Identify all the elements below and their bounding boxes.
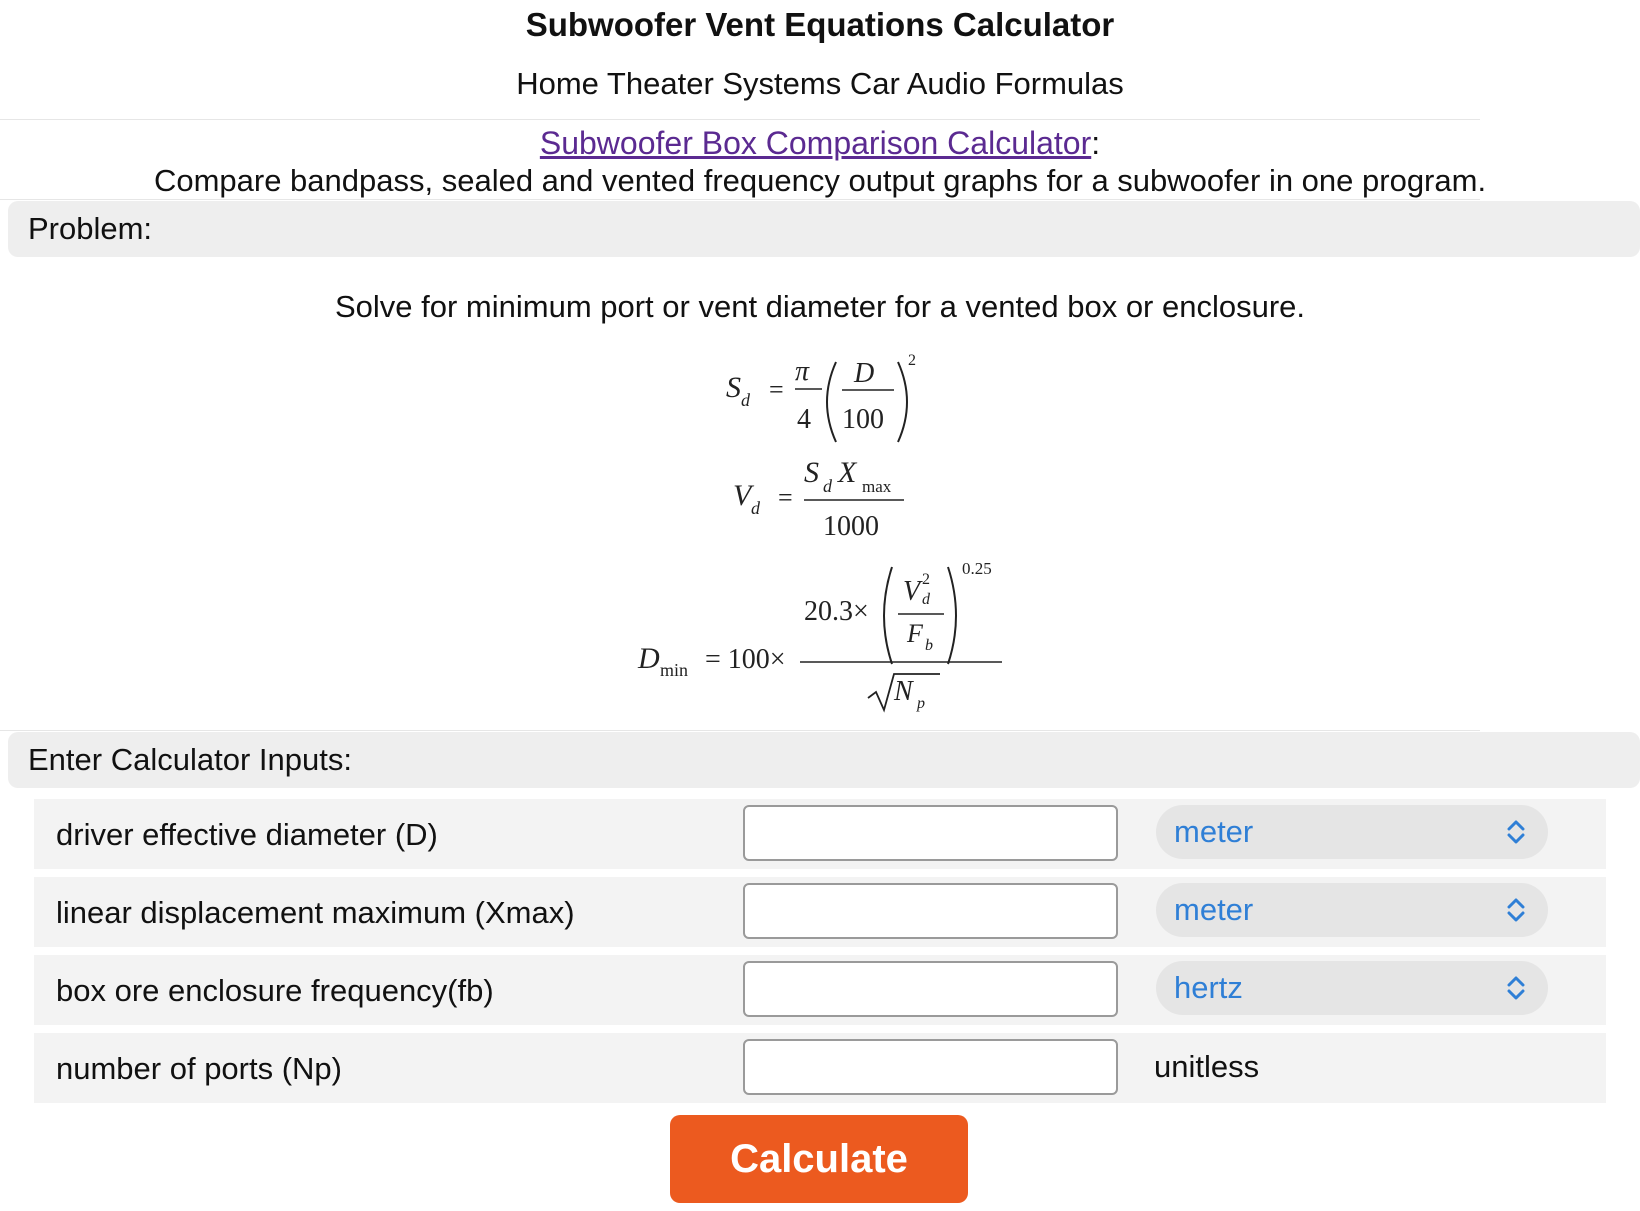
divider [0, 119, 1480, 120]
divider [0, 199, 1480, 200]
ports-label: number of ports (Np) [56, 1051, 342, 1086]
diameter-unit-value: meter [1174, 814, 1254, 849]
eq3-v: V [903, 576, 921, 607]
eq3-lhs-sub: min [660, 660, 689, 680]
eq3-sqrt-sign [868, 674, 940, 710]
calculate-button[interactable]: Calculate [670, 1115, 968, 1203]
input-row-diameter [34, 799, 1606, 869]
select-arrows-icon [1504, 818, 1528, 846]
eq1-left-paren [827, 362, 836, 442]
equation-sd [726, 352, 916, 442]
xmax-label: linear displacement maximum (Xmax) [56, 895, 575, 930]
eq2-x-sub: max [862, 477, 892, 496]
xmax-input[interactable] [743, 883, 1118, 939]
eq1-four: 4 [797, 404, 811, 435]
eq2-x: X [838, 456, 857, 489]
eq2-s-sub: d [823, 476, 832, 496]
eq2-s: S [804, 456, 819, 489]
eq1-right-paren [898, 362, 907, 442]
eq1-hundred: 100 [842, 404, 884, 435]
input-row-ports [34, 1033, 1606, 1103]
eq3-n: N [894, 676, 913, 707]
eq3-n-sub: p [917, 695, 925, 712]
frequency-unit-select[interactable] [1156, 961, 1548, 1015]
problem-heading: Problem: [8, 201, 1640, 257]
diameter-unit-select[interactable] [1156, 805, 1548, 859]
input-row-xmax [34, 877, 1606, 947]
eq3-coef: 20.3× [804, 596, 869, 627]
eq2-equals: = [778, 483, 793, 512]
select-arrows-icon [1504, 974, 1528, 1002]
eq3-f: F [907, 619, 923, 648]
eq2-lhs: V [733, 479, 752, 512]
xmax-unit-value: meter [1174, 892, 1254, 927]
diameter-input[interactable] [743, 805, 1118, 861]
eq1-lhs: S [726, 371, 741, 404]
promo-description: Compare bandpass, sealed and vented frequency output graphs for a subwoofer in one program. [153, 163, 1487, 198]
input-row-frequency [34, 955, 1606, 1025]
eq3-v-sub: d [922, 591, 930, 608]
eq3-f-sub: b [925, 637, 933, 654]
ports-unit-text: unitless [1154, 1049, 1260, 1084]
divider [0, 730, 1480, 731]
eq2-denominator: 1000 [823, 511, 879, 542]
page-title: Subwoofer Vent Equations Calculator [525, 6, 1115, 43]
frequency-input[interactable] [743, 961, 1118, 1017]
eq1-pi: π [795, 356, 810, 387]
xmax-unit-select[interactable] [1156, 883, 1548, 937]
eq3-equals-100: = 100× [705, 644, 786, 675]
eq1-equals: = [769, 375, 784, 404]
comparison-calculator-link[interactable]: Subwoofer Box Comparison Calculator [539, 125, 1092, 161]
promo-line [0, 122, 1640, 164]
eq3-v-sup: 2 [922, 571, 930, 588]
inputs-heading: Enter Calculator Inputs: [8, 732, 1640, 788]
eq1-exponent: 2 [908, 352, 916, 369]
problem-statement: Solve for minimum port or vent diameter for a vented box or enclosure. [334, 289, 1306, 324]
eq1-lhs-sub: d [741, 390, 750, 410]
equation-dmin [637, 559, 1002, 712]
eq2-lhs-sub: d [751, 498, 760, 518]
promo-colon: : [1091, 125, 1101, 161]
page-subtitle: Home Theater Systems Car Audio Formulas [516, 66, 1124, 101]
equation-vd [733, 456, 904, 542]
diameter-label: driver effective diameter (D) [56, 817, 438, 852]
eq3-exponent: 0.25 [962, 559, 992, 578]
frequency-unit-value: hertz [1174, 970, 1243, 1005]
eq3-right-paren [948, 567, 956, 664]
eq3-left-paren [884, 567, 892, 664]
eq1-d: D [854, 358, 875, 389]
frequency-label: box ore enclosure frequency(fb) [56, 973, 494, 1008]
select-arrows-icon [1504, 896, 1528, 924]
eq3-lhs: D [638, 642, 660, 675]
ports-input[interactable] [743, 1039, 1118, 1095]
